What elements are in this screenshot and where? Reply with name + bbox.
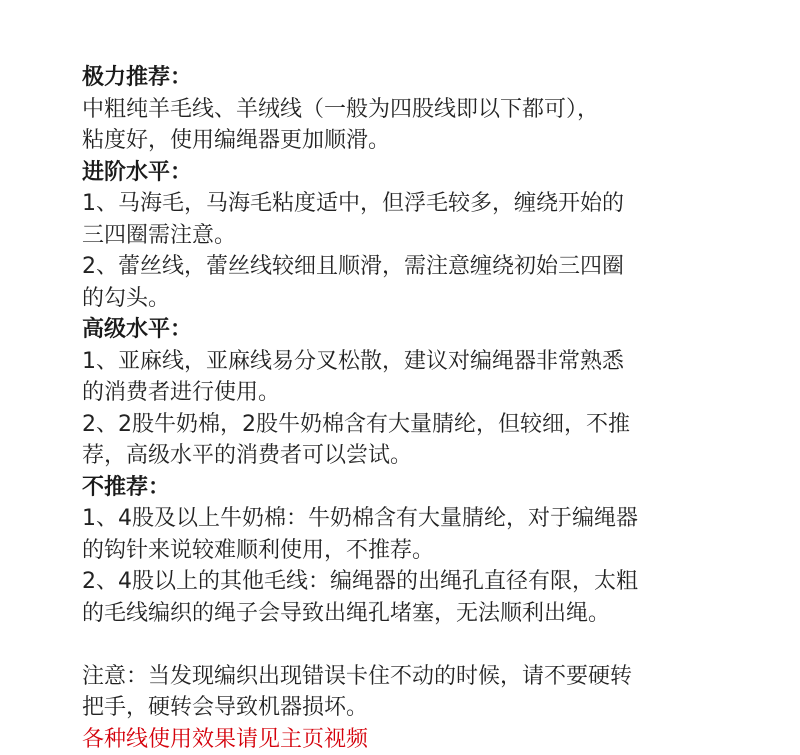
note-line: 注意：当发现编织出现错误卡住不动的时候，请不要硬转 bbox=[82, 661, 722, 693]
text-line: 2、2股牛奶棉，2股牛奶棉含有大量腈纶，但较细，不推 bbox=[82, 409, 722, 441]
text-line: 1、亚麻线，亚麻线易分叉松散，建议对编绳器非常熟悉 bbox=[82, 346, 722, 378]
text-line: 2、蕾丝线，蕾丝线较细且顺滑，需注意缠绕初始三四圈 bbox=[82, 251, 722, 283]
section-heading: 高级水平： bbox=[82, 314, 722, 346]
section-expert bbox=[82, 314, 722, 472]
text-line: 1、4股及以上牛奶棉：牛奶棉含有大量腈纶，对于编绳器 bbox=[82, 503, 722, 535]
text-line: 的钩针来说较难顺利使用，不推荐。 bbox=[82, 535, 722, 567]
section-heading: 不推荐： bbox=[82, 472, 722, 504]
section-heading: 进阶水平： bbox=[82, 157, 722, 189]
text-line: 的消费者进行使用。 bbox=[82, 377, 722, 409]
text-line: 粘度好，使用编绳器更加顺滑。 bbox=[82, 125, 722, 157]
document-body bbox=[82, 62, 722, 755]
text-line: 中粗纯羊毛线、羊绒线（一般为四股线即以下都可）， bbox=[82, 94, 722, 126]
note-line: 把手，硬转会导致机器损坏。 bbox=[82, 692, 722, 724]
text-line: 2、4股以上的其他毛线：编绳器的出绳孔直径有限，太粗 bbox=[82, 566, 722, 598]
note-section bbox=[82, 661, 722, 755]
section-advanced bbox=[82, 157, 722, 315]
text-line: 荐，高级水平的消费者可以尝试。 bbox=[82, 440, 722, 472]
text-line: 的毛线编织的绳子会导致出绳孔堵塞，无法顺利出绳。 bbox=[82, 598, 722, 630]
text-line: 1、马海毛，马海毛粘度适中，但浮毛较多，缠绕开始的 bbox=[82, 188, 722, 220]
blank-line bbox=[82, 629, 722, 661]
section-heading: 极力推荐： bbox=[82, 62, 722, 94]
text-line: 的勾头。 bbox=[82, 283, 722, 315]
text-line: 三四圈需注意。 bbox=[82, 220, 722, 252]
section-not-recommended bbox=[82, 472, 722, 630]
video-notice: 各种线使用效果请见主页视频 bbox=[82, 724, 722, 755]
section-highly-recommended bbox=[82, 62, 722, 157]
